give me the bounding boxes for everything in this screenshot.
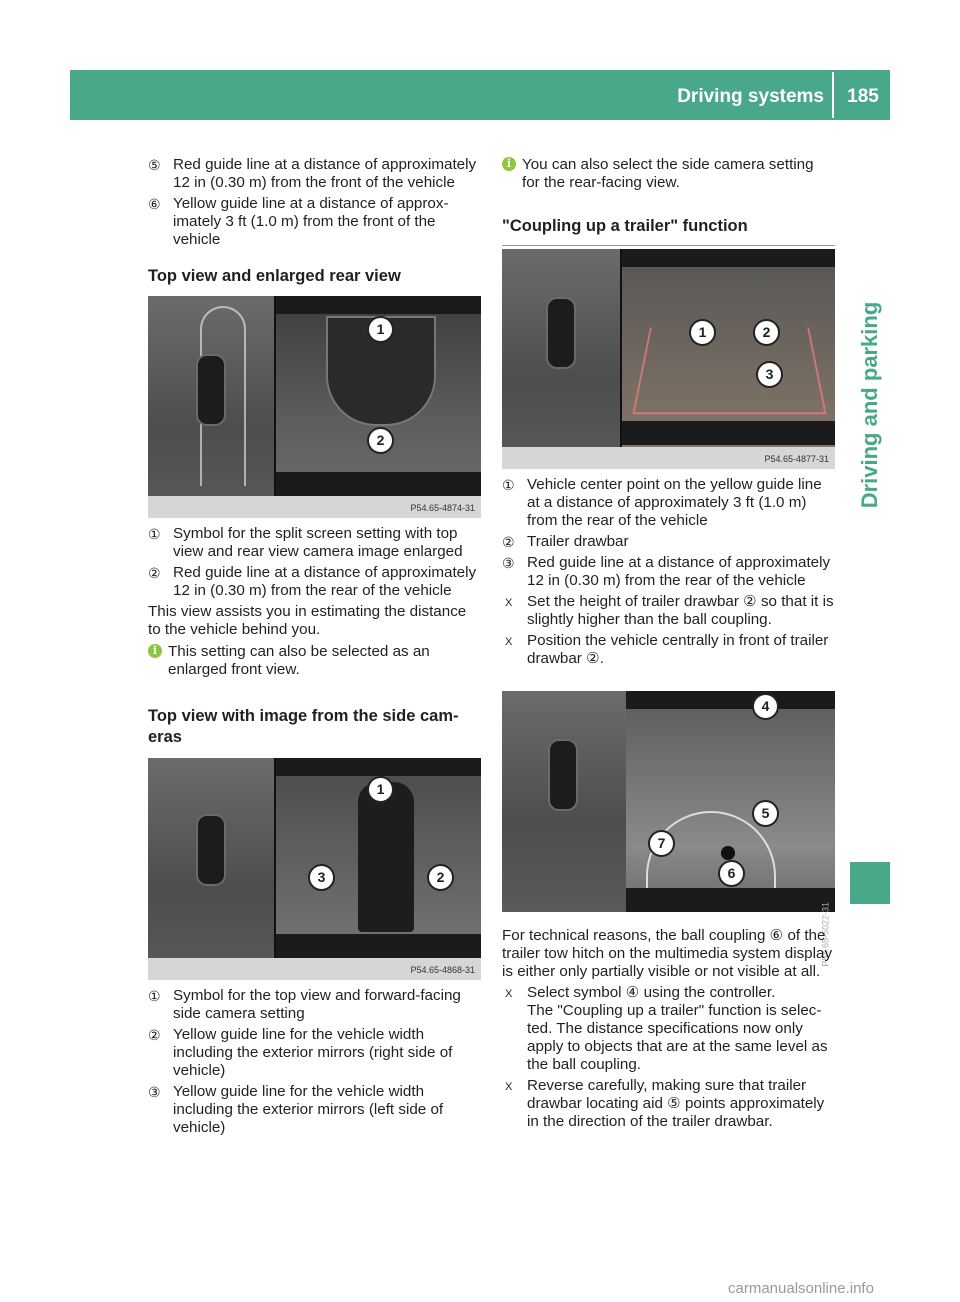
list-item: ② Yellow guide line for the vehicle width including the exterior mirrors (right side of vehicle) xyxy=(148,1026,453,1079)
callout-marker: 2 xyxy=(427,864,454,891)
list-item: ⑥ Yellow guide line at a distance of approximately 3 ft (1.0 m) from the front of the vehicle xyxy=(148,195,449,248)
page-number: 185 xyxy=(847,86,879,107)
text-block xyxy=(502,927,835,1131)
top-view-panel xyxy=(148,758,274,980)
figure-top-rear-view xyxy=(148,296,481,518)
vehicle-icon xyxy=(196,354,226,426)
vehicle-icon xyxy=(196,814,226,886)
instruction-step: X Set the height of trailer drawbar ② so that it is slightly higher than the ball coupling. xyxy=(505,593,834,628)
callout-marker: 4 xyxy=(752,693,779,720)
list-item: ① Symbol for the top view and forward-facing side camera setting xyxy=(148,987,461,1022)
figure-side-camera xyxy=(148,758,481,980)
side-tab xyxy=(849,300,891,510)
list-item: ① Vehicle center point on the yellow guide line at a distance of approximately 3 ft (1.0 m) from the rear of the vehicle xyxy=(502,476,822,529)
figure-code: P54.65-5022-31 xyxy=(821,902,831,967)
top-view-panel xyxy=(148,296,274,518)
callout-marker: 2 xyxy=(367,427,394,454)
instruction-step: X Reverse carefully, making sure that trailer drawbar locating aid ⑤ points approximately in the direction of the trailer drawbar. xyxy=(505,1077,825,1130)
paragraph: This view assists you in estimating the distance to the vehicle behind you. xyxy=(148,603,467,638)
callout-marker: 2 xyxy=(753,319,780,346)
callout-marker: 5 xyxy=(752,800,779,827)
list-item: ⑤ Red guide line at a distance of approximately 12 in (0.30 m) from the front of the vehicle xyxy=(148,156,477,191)
list-item: ② Trailer drawbar xyxy=(502,533,629,550)
list-item: ② Red guide line at a distance of approximately 12 in (0.30 m) from the rear of the vehicle xyxy=(148,564,477,599)
info-icon: i xyxy=(148,644,162,658)
info-icon: i xyxy=(502,157,516,171)
section-heading: Top view and enlarged rear view xyxy=(148,267,401,285)
figure-trailer-coupling xyxy=(502,249,835,469)
list-item: ① Symbol for the split screen setting with top view and rear view camera image enlarged xyxy=(148,525,463,560)
callout-marker: 1 xyxy=(367,316,394,343)
figure-code: P54.65-4868-31 xyxy=(410,965,475,975)
figure-code: P54.65-4874-31 xyxy=(410,503,475,513)
callout-marker: 7 xyxy=(648,830,675,857)
header-divider xyxy=(832,72,834,118)
info-note: i You can also select the side camera setting for the rear-facing view. xyxy=(502,156,835,192)
instruction-step: X Position the vehicle centrally in front of trailer drawbar ②. xyxy=(505,632,829,667)
figure-legend xyxy=(148,987,481,1137)
list-item: ③ Yellow guide line for the vehicle width including the exterior mirrors (left side of vehicle) xyxy=(148,1083,444,1136)
callout-marker: 6 xyxy=(718,860,745,887)
callout-marker: 3 xyxy=(308,864,335,891)
figure-legend xyxy=(148,525,481,679)
chapter-title: Driving systems xyxy=(677,86,824,107)
side-tab-marker xyxy=(850,862,890,904)
left-top-list xyxy=(148,156,481,249)
section-heading: "Coupling up a trailer" function xyxy=(502,216,835,246)
info-note: i This setting can also be selected as an enlarged front view. xyxy=(148,643,481,679)
list-item: ③ Red guide line at a distance of approximately 12 in (0.30 m) from the rear of the vehicle xyxy=(502,554,831,589)
vehicle-icon xyxy=(546,297,576,369)
section-heading: Top view with image from the side cameras xyxy=(148,707,459,746)
top-view-panel xyxy=(502,691,626,912)
watermark: carmanualsonline.info xyxy=(728,1280,874,1297)
instruction-step: X Select symbol ④ using the controller. The "Coupling up a trailer" function is selected. The distance specifications now only apply to objects that are at the same level as the ball coupling. xyxy=(505,984,828,1073)
rear-camera-panel xyxy=(622,249,835,469)
callout-marker: 1 xyxy=(367,776,394,803)
paragraph: For technical reasons, the ball coupling ⑥ of the trailer tow hitch on the multimedia system display is either only partially visible or not visible at all. xyxy=(502,927,833,980)
callout-marker: 3 xyxy=(756,361,783,388)
figure-legend xyxy=(502,476,835,668)
side-tab-label: Driving and parking xyxy=(857,301,882,509)
vehicle-icon xyxy=(548,739,578,811)
top-view-panel xyxy=(502,249,620,469)
callout-marker: 1 xyxy=(689,319,716,346)
figure-code: P54.65-4877-31 xyxy=(764,454,829,464)
